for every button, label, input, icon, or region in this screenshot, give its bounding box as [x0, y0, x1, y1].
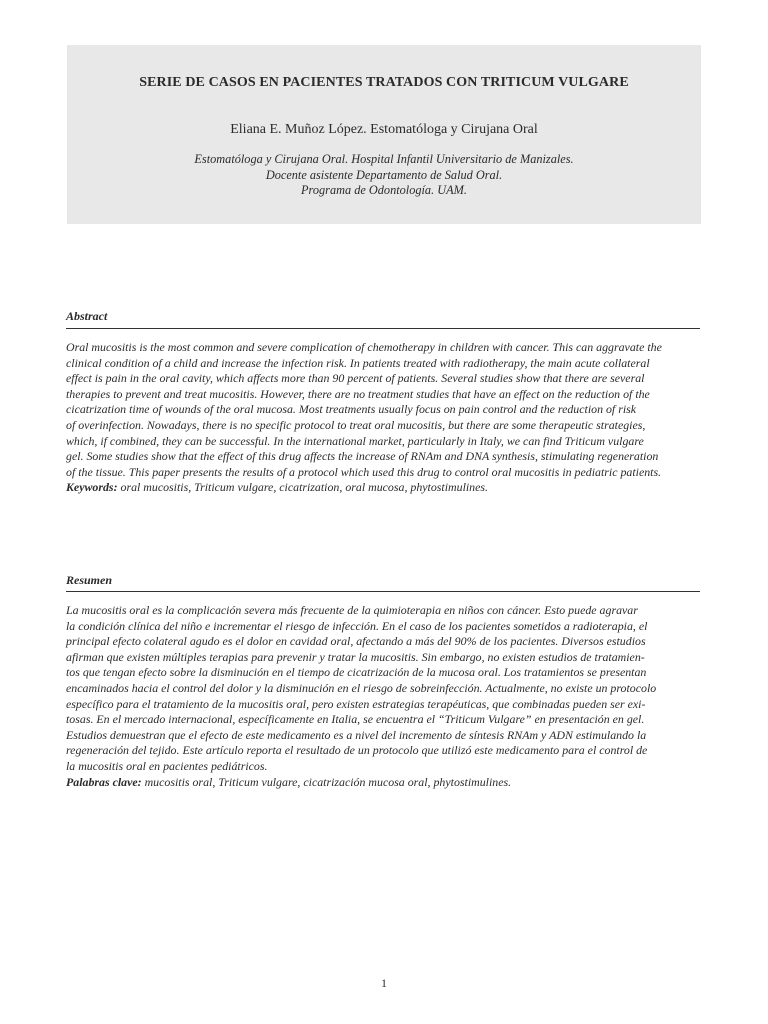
- abstract-body: [66, 340, 700, 496]
- abstract-line: gel. Some studies show that the effect of this drug affects the increase of RNAm and DNA synthesis, stimulating regeneration: [66, 449, 659, 464]
- palabras-clave-label: Palabras clave:: [66, 774, 142, 789]
- paper-title: SERIE DE CASOS EN PACIENTES TRATADOS CON TRITICUM VULGARE: [139, 75, 629, 90]
- keywords-label: Keywords:: [66, 480, 118, 495]
- resumen-line: tosas. En el mercado internacional, específicamente en Italia, se encuentra el “Triticum Vulgare” en presentación en gel.: [66, 712, 645, 727]
- abstract-line: cicatrization time of wounds of the oral mucosa. Most treatments usually focus on pain control and the reduction of risk: [66, 402, 637, 417]
- abstract-line: effect is pain in the oral cavity, which affects more than 90 percent of patients. Several studies show that there are several: [66, 371, 645, 386]
- abstract-divider: [66, 328, 700, 329]
- resumen-keywords: [66, 775, 700, 791]
- resumen-line: regeneración del tejido. Este artículo reporta el resultado de un protocolo que utilizó este medicamento para el control de: [66, 743, 648, 758]
- resumen-divider: [66, 591, 700, 592]
- resumen-line: la mucositis oral en pacientes pediátricos.: [66, 758, 268, 773]
- title-block: [67, 45, 701, 224]
- resumen-heading: Resumen: [66, 573, 113, 587]
- resumen-line: encaminados hacia el control del dolor y la disminución en el riesgo de sobreinfección. Actualmente, no existe un protocolo: [66, 680, 657, 695]
- abstract-line: of overinfection. Nowadays, there is no specific protocol to treat oral mucositis, but there are some therapeutic strategies,: [66, 417, 646, 432]
- palabras-clave-text: mucositis oral, Triticum vulgare, cicatrización mucosa oral, phytostimulines.: [141, 774, 512, 789]
- abstract-line: therapies to prevent and treat mucositis. However, there are no treatment studies that have an effect on the reduction of the: [66, 386, 650, 401]
- affiliation-line: Estomatóloga y Cirujana Oral. Hospital Infantil Universitario de Manizales.: [194, 152, 574, 166]
- abstract-line: of the tissue. This paper presents the results of a protocol which used this drug to control oral mucositis in pediatric patients.: [66, 464, 662, 479]
- abstract-line: Oral mucositis is the most common and severe complication of chemotherapy in children with cancer. This can aggravate the: [66, 340, 662, 354]
- page-number: 1: [381, 976, 387, 990]
- resumen-line: La mucositis oral es la complicación severa más frecuente de la quimioterapia en niños con cáncer. Esto puede agravar: [66, 603, 638, 617]
- affiliation-line: Docente asistente Departamento de Salud Oral.: [265, 167, 503, 182]
- affiliation-line: Programa de Odontología. UAM.: [301, 183, 467, 197]
- resumen-line: la condición clínica del niño e incrementar el riesgo de infección. En el caso de los pacientes sometidos a radioterapia, el: [66, 618, 648, 633]
- resumen-line: principal efecto colateral agudo es el dolor en cavidad oral, afectando a más del 90% de los pacientes. Diversos estudios: [66, 634, 646, 649]
- resumen-body: [66, 603, 700, 790]
- resumen-line: Estudios demuestran que el efecto de este medicamento es a nivel del incremento de síntesis RNAm y ADN estimulando la: [66, 727, 647, 742]
- abstract-keywords: [66, 480, 700, 496]
- keywords-text: oral mucositis, Triticum vulgare, cicatrization, oral mucosa, phytostimulines.: [117, 480, 489, 495]
- resumen-line: específico para el tratamiento de la mucositis oral, pero existen estrategias terapéuticas, que combinadas pueden ser exi-: [66, 696, 646, 711]
- author-line: Eliana E. Muñoz López. Estomatóloga y Cirujana Oral: [230, 122, 538, 137]
- abstract-line: which, if combined, they can be successful. In the international market, particularly in Italy, we can find Triticum vulgare: [66, 433, 644, 448]
- abstract-heading: Abstract: [66, 309, 108, 323]
- resumen-line: afirman que existen múltiples terapias para prevenir y tratar la mucositis. Sin embargo, no existen estudios de tratamien-: [66, 649, 645, 664]
- resumen-line: tos que tengan efecto sobre la disminución en el tiempo de cicatrización de la mucosa oral. Los tratamientos se presentan: [66, 665, 647, 680]
- abstract-line: clinical condition of a child and increase the infection risk. In patients treated with radiotherapy, the main acute collateral: [66, 355, 650, 370]
- affiliation: [67, 152, 701, 199]
